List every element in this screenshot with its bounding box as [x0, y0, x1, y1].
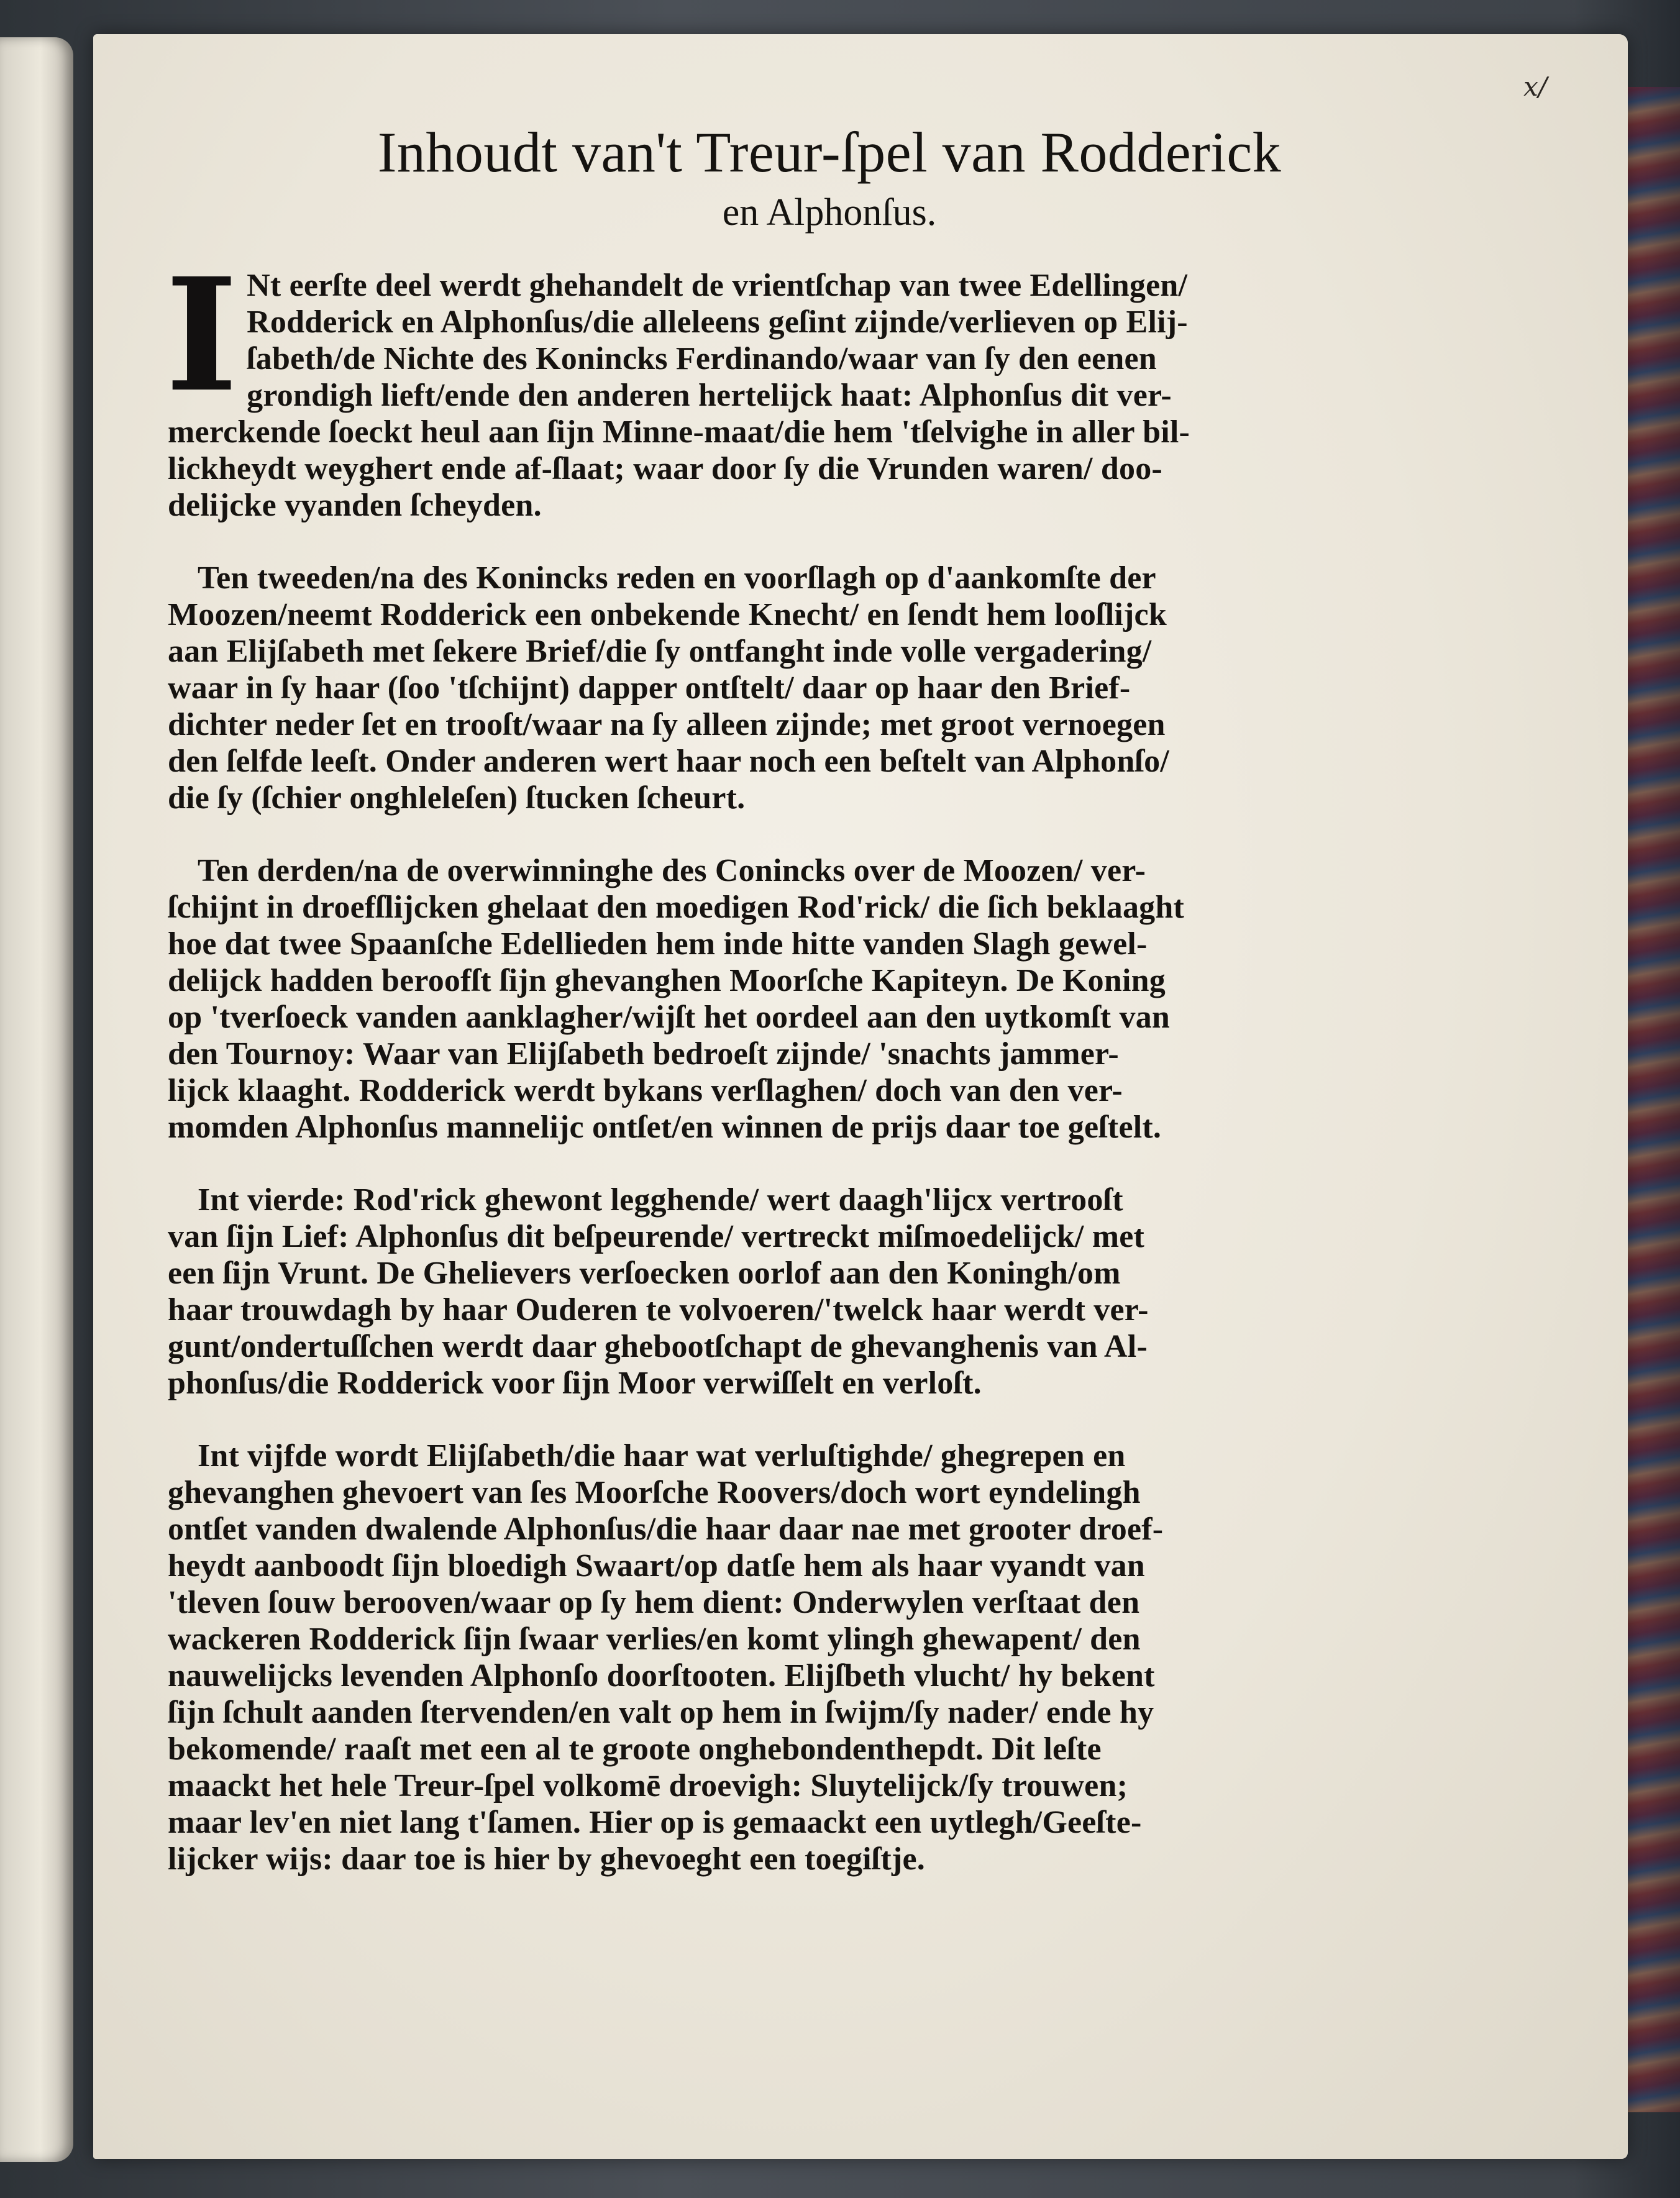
text-line: een ſijn Vrunt. De Ghelievers verſoecken oorlof aan den Koningh/om	[168, 1256, 1121, 1291]
book-page	[93, 34, 1628, 2159]
title-line-2: en Alphonſus.	[722, 191, 937, 234]
text-line: momden Alphonſus mannelijc ontſet/en winnen de prijs daar toe geſtelt.	[168, 1110, 1162, 1145]
body-text	[165, 244, 1441, 1913]
title-line-1: Inhoudt van't Treur-ſpel van Rodderick	[377, 121, 1282, 184]
text-line: den ſelfde leeſt. Onder anderen wert haar noch een beſtelt van Alphonſo/	[168, 744, 1169, 779]
text-line: van ſijn Lief: Alphonſus dit beſpeurende/ vertreckt miſmoedelijck/ met	[168, 1219, 1145, 1254]
text-line: delijcke vyanden ſcheyden.	[168, 488, 542, 523]
text-line: merckende ſoeckt heul aan ſijn Minne-maat/die hem 'tſelvighe in aller bil-	[168, 414, 1190, 450]
text-line: ontſet vanden dwalende Alphonſus/die haar daar nae met grooter droef-	[168, 1512, 1164, 1547]
paragraph-4	[168, 1182, 1441, 1402]
text-line: lijcker wijs: daar toe is hier by ghevoeght een toegiſtje.	[168, 1841, 925, 1877]
text-line: Nt eerſte deel werdt ghehandelt de vrientſchap van twee Edellingen/	[247, 268, 1188, 303]
folio-number: x/	[1523, 71, 1547, 102]
paragraph-5	[168, 1438, 1441, 1877]
text-line: 'tleven ſouw berooven/waar op ſy hem dient: Onderwylen verſtaat den	[168, 1585, 1140, 1620]
text-line: gunt/ondertuſſchen werdt daar ghebootſchapt de ghevanghenis van Al-	[168, 1329, 1148, 1364]
text-line: den Tournoy: Waar van Elijſabeth bedroeſt zijnde/ 'snachts jammer-	[168, 1036, 1119, 1072]
text-line: bekomende/ raaſt met een al te groote onghebondenthepdt. Dit leſte	[168, 1731, 1102, 1767]
paragraph-1	[165, 244, 1441, 524]
text-line: maackt het hele Treur-ſpel volkomē droevigh: Sluytelijck/ſy trouwen;	[168, 1768, 1128, 1804]
text-line: haar trouwdagh by haar Ouderen te volvoeren/'twelck haar werdt ver-	[168, 1292, 1149, 1328]
text-line: Int vierde: Rod'rick ghewont legghende/ wert daagh'lijcx vertrooſt	[198, 1182, 1123, 1218]
text-line: Ten tweeden/na des Konincks reden en voorſlagh op d'aankomſte der	[198, 560, 1156, 596]
text-line: Moozen/neemt Rodderick een onbekende Knecht/ en ſendt hem looſlijck	[168, 597, 1167, 632]
text-line: nauwelijcks levenden Alphonſo doorſtooten. Elijſbeth vlucht/ hy bekent	[168, 1658, 1155, 1694]
text-line: hoe dat twee Spaanſche Edellieden hem inde hitte vanden Slagh gewel-	[168, 926, 1148, 962]
text-line: lijck klaaght. Rodderick werdt bykans verſlaghen/ doch van den ver-	[168, 1073, 1123, 1108]
text-line: ghevanghen ghevoert van ſes Moorſche Roovers/doch wort eyndelingh	[168, 1475, 1141, 1510]
text-line: dichter neder ſet en trooſt/waar na ſy alleen zijnde; met groot vernoegen	[168, 707, 1166, 742]
page-title	[93, 118, 1566, 237]
paragraph-2	[168, 560, 1441, 816]
text-line: Rodderick en Alphonſus/die alleleens geſint zijnde/verlieven op Elij-	[247, 304, 1188, 340]
text-line: op 'tverſoeck vanden aanklagher/wijſt het oordeel aan den uytkomſt van	[168, 1000, 1171, 1035]
text-line: heydt aanboodt ſijn bloedigh Swaart/op datſe hem als haar vyandt van	[168, 1548, 1145, 1584]
text-line: aan Elijſabeth met ſekere Brief/die ſy ontfanght inde volle vergadering/	[168, 634, 1152, 669]
paragraph-3	[168, 852, 1441, 1146]
text-line: waar in ſy haar (ſoo 'tſchijnt) dapper ontſtelt/ daar op haar den Brief-	[168, 670, 1131, 706]
text-line: ſabeth/de Nichte des Konincks Ferdinando/waar van ſy den eenen	[247, 341, 1157, 376]
left-page-edge	[0, 37, 73, 2162]
text-line: ſijn ſchult aanden ſtervenden/en valt op hem in ſwijm/ſy nader/ ende hy	[168, 1695, 1154, 1730]
text-line: wackeren Rodderick ſijn ſwaar verlies/en komt ylingh ghewapent/ den	[168, 1621, 1141, 1657]
text-line: grondigh lieft/ende den anderen hertelijck haat: Alphonſus dit ver-	[247, 378, 1172, 413]
text-line: phonſus/die Rodderick voor ſijn Moor verwiſſelt en verloſt.	[168, 1366, 982, 1401]
text-line: lickheydt weyghert ende af-ſlaat; waar door ſy die Vrunden waren/ doo-	[168, 451, 1162, 486]
text-line: Int vijfde wordt Elijſabeth/die haar wat verluſtighde/ ghegrepen en	[198, 1438, 1126, 1474]
text-line: ſchijnt in droefſlijcken ghelaat den moedigen Rod'rick/ die ſich beklaaght	[168, 890, 1185, 925]
text-line: die ſy (ſchier onghleleſen) ſtucken ſcheurt.	[168, 780, 746, 816]
text-line: Ten derden/na de overwinninghe des Conincks over de Moozen/ ver-	[198, 853, 1146, 888]
text-line: delijck hadden beroofſt ſijn ghevanghen Moorſche Kapiteyn. De Koning	[168, 963, 1166, 998]
text-line: maar lev'en niet lang t'ſamen. Hier op is gemaackt een uytlegh/Geeſte-	[168, 1805, 1142, 1840]
drop-cap: I	[165, 244, 239, 426]
